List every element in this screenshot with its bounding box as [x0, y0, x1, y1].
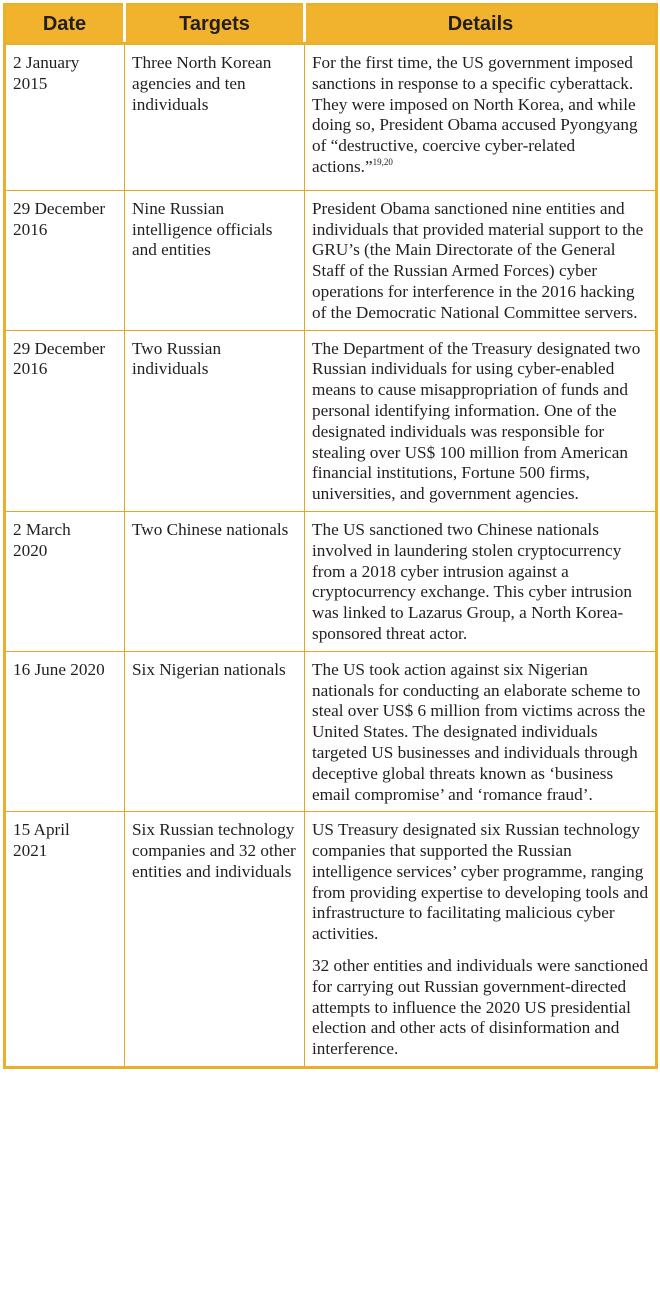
targets-cell: Three North Korean agencies and ten individuals	[125, 44, 305, 191]
date-cell: 29 December 2016	[5, 330, 125, 511]
table-row	[5, 511, 657, 651]
date-cell: 16 June 2020	[5, 651, 125, 812]
table-row	[5, 44, 657, 191]
details-cell	[305, 812, 657, 1068]
date-cell: 2 January 2015	[5, 44, 125, 191]
sanctions-table	[3, 3, 658, 1069]
table-row	[5, 190, 657, 330]
details-paragraph: The US took action against six Nigerian nationals for conducting an elaborate scheme to steal over US$ 6 million from victims across the United States. The designated individuals targeted US businesses and individuals through deceptive global threats known as ‘business email compromise’ and ‘romance fraud’.	[312, 659, 646, 804]
targets-cell: Six Nigerian nationals	[125, 651, 305, 812]
targets-cell: Two Chinese nationals	[125, 511, 305, 651]
header-targets: Targets	[125, 5, 305, 44]
details-cell	[305, 651, 657, 812]
details-paragraph: President Obama sanctioned nine entities and individuals that provided material support to the GRU’s (the Main Directorate of the General Staff of the Russian Armed Forces) cyber operations for interference in the 2016 hacking of the Democratic National Committee servers.	[312, 198, 644, 322]
table-row	[5, 651, 657, 812]
targets-cell: Nine Russian intelligence officials and entities	[125, 190, 305, 330]
details-text: For the first time, the US government imposed sanctions in response to a specific cyberattack. They were imposed on North Korea, and while doing so, President Obama accused Pyongyang of “destructive, coercive cyber-related actions.”	[312, 53, 638, 176]
footnote-reference: 19,20	[372, 156, 393, 167]
details-paragraph	[312, 53, 651, 178]
table-header	[5, 5, 657, 44]
details-cell	[305, 190, 657, 330]
targets-cell: Two Russian individuals	[125, 330, 305, 511]
header-row	[5, 5, 657, 44]
details-cell	[305, 511, 657, 651]
details-paragraph: The Department of the Treasury designated two Russian individuals for using cyber-enabled means to cause misappropriation of funds and personal identifying information. One of the designated individuals was responsible for stealing over US$ 100 million from American financial institutions, Fortune 500 firms, universities, and government agencies.	[312, 338, 641, 504]
table-row	[5, 330, 657, 511]
date-cell: 29 December 2016	[5, 190, 125, 330]
details-paragraph: The US sanctioned two Chinese nationals involved in laundering stolen cryptocurrency from a 2018 cyber intrusion against a cryptocurrency exchange. This cyber intrusion was linked to Lazarus Group, a North Korea-sponsored threat actor.	[312, 519, 632, 643]
date-cell: 15 April 2021	[13, 820, 70, 861]
targets-cell: Six Russian technology companies and 32 other entities and individuals	[125, 812, 305, 1068]
header-date: Date	[5, 5, 125, 44]
details-cell	[305, 330, 657, 511]
details-paragraph: US Treasury designated six Russian technology companies that supported the Russian intelligence services’ cyber programme, ranging from providing expertise to developing tools and infrastructure to facilitating malicious cyber activities.	[312, 820, 649, 944]
details-cell	[305, 44, 657, 191]
table-body	[5, 44, 657, 1068]
date-cell: 2 March 2020	[5, 511, 125, 651]
header-details: Details	[305, 5, 657, 44]
details-paragraph: 32 other entities and individuals were sanctioned for carrying out Russian government-directed attempts to influence the 2020 US presidential election and other acts of disinformation and interference.	[312, 956, 649, 1059]
table-row	[5, 812, 657, 1068]
